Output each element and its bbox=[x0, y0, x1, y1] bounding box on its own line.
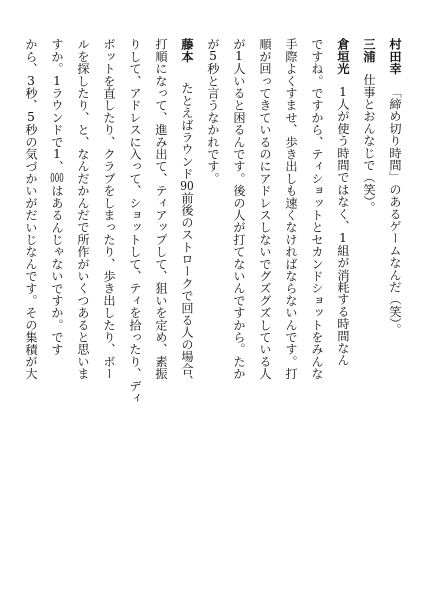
speech-line: 手際よくすませ、歩き出しも速くなければならないんです。打 bbox=[284, 38, 298, 380]
speaker-name: 三浦 bbox=[362, 38, 376, 63]
speech-line: りして、アドレスに入って、ショットして、ティを拾ったり、ディ bbox=[128, 38, 142, 404]
speech-line: から、3秒、5秒の気づかいがだいじなんです。その集積が大 bbox=[24, 38, 38, 380]
text-column bbox=[70, 38, 96, 404]
speech-line: が5秒と言うなかれです。 bbox=[206, 38, 220, 185]
speaker-name: 藤本 bbox=[180, 38, 194, 63]
speech-line: 仕事とおんなじで（笑）。 bbox=[362, 73, 376, 214]
speech-line: ボットを直したり、クラブをしまったり、歩き出したり、ボー bbox=[102, 38, 116, 380]
speech-line: 1人が使う時間ではなく、1組が消耗する時間なん bbox=[336, 85, 350, 367]
text-column bbox=[304, 38, 330, 404]
speech-line: 「締め切り時間」のあるゲームなんだ（笑）。 bbox=[388, 85, 402, 336]
text-column bbox=[18, 38, 44, 404]
speech-murata bbox=[382, 38, 408, 404]
speaker-name: 村田幸 bbox=[388, 38, 402, 75]
text-column bbox=[330, 38, 356, 404]
numeral: 3 bbox=[27, 74, 35, 87]
speaker-name: 倉垣光 bbox=[336, 38, 350, 75]
numeral: 1 bbox=[235, 50, 243, 63]
text-column bbox=[252, 38, 278, 404]
numeral: 5 bbox=[209, 50, 217, 63]
speech-line: が1人いると困るんです。後の人が打てないんですから。たか bbox=[232, 38, 246, 380]
dialogue-text bbox=[18, 38, 408, 404]
text-column bbox=[382, 38, 408, 404]
speech-line: 打順になって、進み出て、ティアップして、狙いを定め、素振 bbox=[154, 38, 168, 380]
text-column bbox=[200, 38, 226, 404]
numeral: 90 bbox=[180, 179, 194, 192]
text-column bbox=[96, 38, 122, 404]
speech-miura bbox=[356, 38, 382, 404]
speech-line: 順が回ってきているのにアドレスしないでグズグズしている人 bbox=[258, 38, 272, 380]
text-column bbox=[278, 38, 304, 404]
speech-fujimoto bbox=[18, 38, 200, 404]
text-column bbox=[148, 38, 174, 404]
numeral: 000 bbox=[50, 172, 64, 185]
text-column bbox=[226, 38, 252, 404]
speech-line: ルを探したり、と、なんだかんだで所作がいくつあると思いま bbox=[76, 38, 90, 380]
speech-line: たとえばラウンド90前後のストロークで回る人の場合、 bbox=[180, 81, 194, 387]
numeral: 1 bbox=[53, 74, 61, 87]
numeral: 1 bbox=[53, 147, 61, 161]
text-column bbox=[174, 38, 200, 404]
numeral: 1 bbox=[339, 85, 347, 98]
numeral: 5 bbox=[27, 111, 35, 124]
speech-kuragaki bbox=[200, 38, 356, 404]
speech-line: ですね。ですから、ティショットとセカンドショットをみんな bbox=[310, 38, 324, 380]
text-column bbox=[44, 38, 70, 404]
text-column bbox=[122, 38, 148, 404]
text-column bbox=[356, 38, 382, 404]
numeral: 1 bbox=[339, 231, 347, 245]
speech-line: すか。1ラウンドで1、000はあるんじゃないですか。です bbox=[50, 38, 64, 356]
